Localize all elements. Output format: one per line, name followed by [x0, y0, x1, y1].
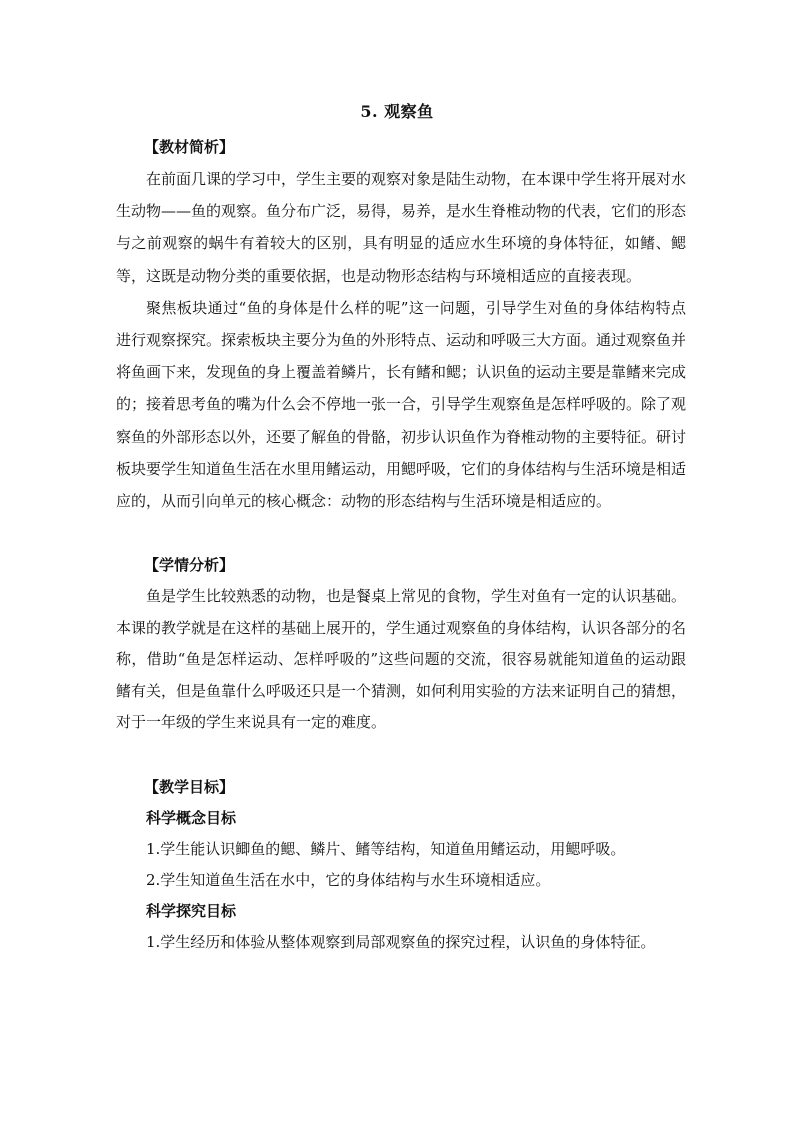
- list-item: 2.学生知道鱼生活在水中，它的身体结构与水生环境相适应。: [146, 870, 551, 889]
- section-textbook-analysis: [116, 131, 686, 517]
- paragraph: 鱼是学生比较熟悉的动物，也是餐桌上常见的食物，学生对鱼有一定的认识基础。本课的教学就是在这样的基础上展开的，学生通过观察鱼的身体结构，认识各部分的名称，借助“鱼是怎样运动、怎样呼吸的”这些问题的交流，很容易就能知道鱼的运动跟鳍有关，但是鱼靠什么呼吸还只是一个猜测，如何利用实验的方法来证明自己的猜想，对于一年级的学生来说具有一定的难度。: [116, 587, 687, 732]
- paragraph: 聚焦板块通过“鱼的身体是什么样的呢”这一问题，引导学生对鱼的身体结构特点进行观察探究。探索板块主要分为鱼的外形特点、运动和呼吸三大方面。通过观察鱼并将鱼画下来，发现鱼的身上覆盖着鳞片，长有鳍和鳃；认识鱼的运动主要是靠鳍来完成的；接着思考鱼的嘴为什么会不停地一张一合，引导学生观察鱼是怎样呼吸的。除了观察鱼的外部形态以外，还要了解鱼的骨骼，初步认识鱼作为脊椎动物的主要特征。研讨板块要学生知道鱼生活在水里用鳍运动，用鳃呼吸，它们的身体结构与生活环境是相适应的，从而引向单元的核心概念：动物的形态结构与生活环境是相适应的。: [116, 298, 687, 511]
- list-item: 1.学生经历和体验从整体观察到局部观察鱼的探究过程，认识鱼的身体特征。: [146, 932, 656, 951]
- section-heading: 【教材简析】: [144, 138, 235, 156]
- list-item: 1.学生能认识鲫鱼的鳃、鳞片、鳍等结构，知道鱼用鳍运动，用鳃呼吸。: [146, 839, 626, 858]
- subsection-heading: 科学探究目标: [146, 901, 237, 920]
- document-title: 5. 观察鱼: [360, 102, 434, 121]
- section-heading: 【教学目标】: [144, 777, 235, 796]
- paragraph: 在前面几课的学习中，学生主要的观察对象是陆生动物，在本课中学生将开展对水生动物——鱼的观察。鱼分布广泛，易得，易养，是水生脊椎动物的代表，它们的形态与之前观察的蜗牛有着较大的区别，具有明显的适应水生环境的身体特征，如鳍、鳃等，这既是动物分类的重要依据，也是动物形态结构与环境相适应的直接表现。: [116, 170, 687, 285]
- section-heading: 【学情分析】: [144, 556, 235, 575]
- document-body: [116, 131, 686, 958]
- spacer: [116, 517, 686, 549]
- spacer: [116, 739, 686, 771]
- section-student-analysis: [116, 549, 686, 739]
- subsection-heading: 科学概念目标: [146, 808, 237, 827]
- section-teaching-goals: [116, 771, 686, 958]
